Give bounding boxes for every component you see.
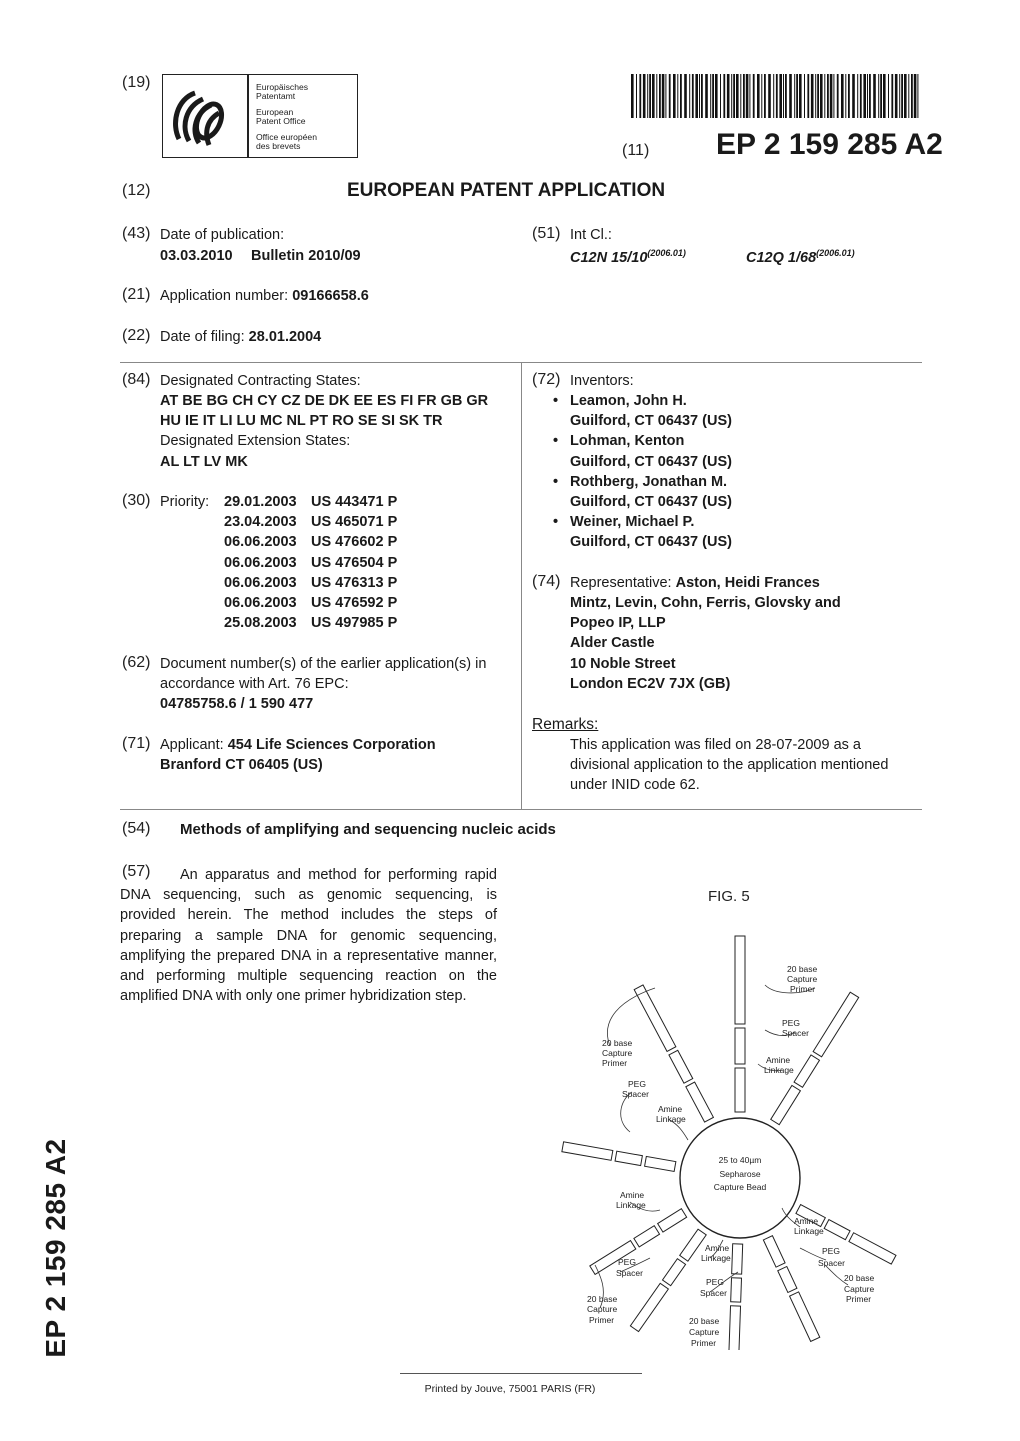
inid-11: (11): [622, 142, 650, 159]
primer-segment: [634, 985, 676, 1052]
inventor-address: Guilford, CT 06437 (US): [570, 413, 732, 430]
barcode-bar: [689, 74, 690, 118]
barcode-bar: [878, 74, 879, 118]
barcode-bar: [827, 74, 829, 118]
bead-label: Sepharose: [719, 1169, 761, 1179]
barcode-bar: [712, 74, 714, 118]
figure-label: Spacer: [622, 1089, 649, 1099]
figure-label: Linkage: [656, 1114, 686, 1124]
office-line: Patent Office: [256, 116, 306, 126]
section-divider-bottom: [120, 809, 922, 810]
barcode-bar: [705, 74, 708, 118]
barcode-bar: [845, 74, 846, 118]
primer-segment: [813, 992, 859, 1057]
epo-logo-icon: [169, 83, 241, 151]
figure-label: 20 base: [787, 964, 818, 974]
inid-43: (43): [122, 225, 151, 242]
priority-number: US 476504 P: [311, 554, 398, 571]
priority-label: Priority:: [160, 494, 210, 510]
representative-line: 10 Noble Street: [570, 655, 676, 672]
barcode-bar: [888, 74, 889, 118]
inventor-name: Lohman, Kenton: [570, 433, 685, 450]
barcode-bar: [779, 74, 782, 118]
priority-number: US 476602 P: [311, 534, 398, 551]
inid-74: (74): [532, 573, 561, 590]
figure-5: [560, 880, 920, 1350]
barcode-bar: [833, 74, 834, 118]
primer-segment: [778, 1267, 797, 1293]
barcode-bar: [662, 74, 665, 118]
invention-title: Methods of amplifying and sequencing nucleic acids: [180, 821, 556, 838]
barcode-bar: [824, 74, 825, 118]
barcode-bar: [749, 74, 750, 118]
int-cl-1: C12N $15/10^{(2006.01)}$: [570, 248, 686, 266]
figure-label: Primer: [790, 984, 816, 994]
barcode-bar: [891, 74, 893, 118]
abstract: An apparatus and method for performing rapid DNA sequencing, such as genomic sequencing, is provided herein. The method includes the steps of preparing a sample DNA for genomic sequencing, amplifying the prepared DNA in a representative manner, and performing multiple sequencing reaction on the amplified DNA with only one primer hybridization step.: [120, 867, 497, 1005]
barcode-bar: [684, 74, 687, 118]
barcode-bar: [807, 74, 809, 118]
application-number: Application number: 09166658.6: [160, 288, 369, 304]
primer-segment: [794, 1055, 819, 1087]
primer-segment: [732, 1244, 743, 1274]
barcode-bar: [736, 74, 739, 118]
primer-segment: [729, 1306, 741, 1350]
barcode-bar: [863, 74, 866, 118]
figure-label: Spacer: [700, 1288, 727, 1298]
inventor-address: Guilford, CT 06437 (US): [570, 494, 732, 510]
primer-segment: [630, 1283, 668, 1331]
barcode-bar: [753, 74, 755, 118]
figure-label: Amine: [705, 1243, 730, 1253]
figure-label: Capture: [689, 1327, 720, 1337]
barcode-bar: [841, 74, 844, 118]
barcode-bar: [776, 74, 778, 118]
figure-label: Linkage: [616, 1200, 646, 1210]
figure-label: 20 base: [689, 1316, 720, 1326]
barcode-bar: [743, 74, 745, 118]
barcode-bar: [799, 74, 802, 118]
publication-label: Date of publication:: [160, 227, 285, 243]
remark-line: under INID code 62.: [570, 777, 700, 794]
figure-label: Capture: [602, 1048, 633, 1058]
barcode-bar: [701, 74, 703, 118]
earlier-number: 04785758.6 / 1 590 477: [160, 696, 314, 712]
inid-84: (84): [122, 371, 151, 388]
bullet-icon: •: [553, 473, 559, 490]
barcode-bar: [789, 74, 792, 118]
primer-segment: [735, 1068, 745, 1112]
barcode-bar: [869, 74, 871, 118]
barcode-bar: [815, 74, 816, 118]
figure-label: Amine: [766, 1055, 791, 1065]
primer-segment: [763, 1236, 785, 1267]
primer-segment: [686, 1082, 714, 1122]
priority-date: 06.06.2003: [224, 574, 297, 591]
int-cl-2: C12Q $1/68^{(2006.01)}$: [746, 248, 855, 266]
figure-label: PEG: [822, 1246, 840, 1256]
figure-label: 20 base: [844, 1273, 875, 1283]
office-line: Europäisches: [256, 82, 309, 92]
figure-label: Linkage: [701, 1253, 731, 1263]
barcode-bar: [908, 74, 909, 118]
figure-label: Primer: [846, 1294, 872, 1304]
inventor-name: Rothberg, Jonathan M.: [570, 473, 728, 490]
barcode-bar: [746, 74, 749, 118]
barcode-bar: [817, 74, 819, 118]
epo-logo: [162, 74, 358, 158]
barcode-bar: [720, 74, 721, 118]
representative-line: Mintz, Levin, Cohn, Ferris, Glovsky and: [570, 595, 841, 611]
figure-label: 20 base: [587, 1294, 618, 1304]
barcode-bar: [692, 74, 694, 118]
priority-date: 06.06.2003: [224, 534, 297, 551]
representative-line: Popeo IP, LLP: [570, 615, 666, 632]
inid-72: (72): [532, 371, 561, 388]
inid-19: (19): [122, 74, 151, 91]
priority-date: 23.04.2003: [224, 514, 297, 531]
figure-label: Linkage: [794, 1226, 824, 1236]
extension-label: Designated Extension States:: [160, 433, 351, 449]
primer-segment: [645, 1156, 676, 1171]
primer-segment: [562, 1142, 613, 1161]
barcode-bar: [643, 74, 646, 118]
office-line: des brevets: [256, 141, 301, 151]
primer-segment: [735, 1028, 745, 1064]
priority-number: US 476313 P: [311, 574, 398, 591]
inventor-address: Guilford, CT 06437 (US): [570, 534, 732, 551]
earlier-text: accordance with Art. 76 EPC:: [160, 676, 349, 692]
priority-number: US 465071 P: [311, 514, 398, 531]
primer-segment: [662, 1259, 685, 1286]
priority-number: US 497985 P: [311, 615, 398, 632]
barcode-bar: [830, 74, 833, 118]
barcode-bar: [804, 74, 805, 118]
figure-label: Capture: [844, 1284, 875, 1294]
inventor-name: Weiner, Michael P.: [570, 514, 695, 531]
barcode-bar: [901, 74, 903, 118]
int-cl-label: Int Cl.:: [570, 227, 612, 243]
figure-label: Spacer: [818, 1258, 845, 1268]
priority-date: 29.01.2003: [224, 494, 297, 510]
priority-date: 06.06.2003: [224, 554, 297, 571]
earlier-text: Document number(s) of the earlier application(s) in: [160, 656, 487, 672]
primer-segment: [790, 1292, 820, 1342]
barcode-bar: [639, 74, 641, 118]
inid-57: (57): [122, 863, 151, 880]
priority-number: US 443471 P: [311, 494, 398, 510]
states-label: Designated Contracting States:: [160, 373, 361, 389]
primer-segment: [669, 1050, 693, 1083]
barcode-bar: [794, 74, 795, 118]
inid-22: (22): [122, 327, 151, 344]
figure-label: PEG: [782, 1018, 800, 1028]
barcode-bar: [652, 74, 655, 118]
remarks-label: Remarks:: [532, 716, 599, 733]
barcode-bar: [917, 74, 918, 118]
barcode-bar: [710, 74, 711, 118]
footer-printer: Printed by Jouve, 75001 PARIS (FR): [424, 1383, 596, 1395]
contracting-states: HU IE IT LI LU MC NL PT RO SE SI SK TR: [160, 413, 443, 429]
barcode-bar: [880, 74, 882, 118]
inid-51: (51): [532, 225, 561, 242]
barcode-bar: [820, 74, 823, 118]
column-divider: [521, 362, 522, 810]
barcode-bar: [773, 74, 774, 118]
bullet-icon: •: [553, 433, 559, 450]
figure-label: Capture: [787, 974, 818, 984]
figure-label: PEG: [628, 1079, 646, 1089]
barcode-bar: [811, 74, 814, 118]
barcode-bar: [740, 74, 741, 118]
barcode-bar: [699, 74, 700, 118]
barcode-bar: [785, 74, 787, 118]
barcode-bar: [647, 74, 648, 118]
barcode-bar: [837, 74, 839, 118]
barcode-bar: [727, 74, 730, 118]
primer-segment: [771, 1085, 801, 1124]
inid-12: (12): [122, 182, 151, 199]
barcode-bar: [680, 74, 682, 118]
figure-label: Spacer: [782, 1028, 809, 1038]
office-line: Office européen: [256, 132, 317, 142]
inid-54: (54): [122, 820, 151, 837]
footer-rule: [400, 1373, 642, 1374]
bead-label: Capture Bead: [713, 1182, 767, 1192]
barcode-bar: [860, 74, 862, 118]
bulletin: Bulletin 2010/09: [251, 248, 361, 264]
barcode-bar: [895, 74, 898, 118]
barcode-bar: [768, 74, 771, 118]
contracting-states: AT BE BG CH CY CZ DE DK EE ES FI FR GB GR: [160, 393, 489, 409]
barcode: [631, 74, 922, 118]
patent-number: EP 2 159 285 A2: [716, 128, 943, 161]
barcode-bar: [867, 74, 868, 118]
primer-segment: [658, 1209, 687, 1232]
remark-line: divisional application to the application mentioned: [570, 757, 889, 774]
barcode-bar: [911, 74, 913, 118]
priority-date: 06.06.2003: [224, 595, 297, 611]
publication-date: 03.03.2010: [160, 248, 233, 264]
bullet-icon: •: [553, 514, 559, 531]
barcode-bar: [857, 74, 858, 118]
inventor-address: Guilford, CT 06437 (US): [570, 453, 732, 470]
representative: Representative: Aston, Heidi Frances: [570, 575, 820, 591]
remark-line: This application was filed on 28-07-2009 as a: [570, 737, 861, 753]
primer-segment: [735, 936, 745, 1024]
barcode-bar: [695, 74, 698, 118]
priority-number: US 476592 P: [311, 595, 398, 611]
barcode-bar: [904, 74, 907, 118]
barcode-bar: [757, 74, 760, 118]
barcode-bar: [649, 74, 651, 118]
barcode-bar: [796, 74, 798, 118]
applicant: Applicant: 454 Life Sciences Corporation: [160, 737, 436, 753]
applicant-address: Branford CT 06405 (US): [160, 757, 323, 773]
barcode-bar: [659, 74, 661, 118]
office-line: Patentamt: [256, 91, 296, 101]
primer-segment: [634, 1226, 660, 1247]
figure-label: Primer: [691, 1338, 717, 1348]
side-patent-number: EP 2 159 285 A2: [40, 1138, 71, 1358]
extension-states: AL LT LV MK: [160, 454, 248, 470]
barcode-bar: [783, 74, 784, 118]
figure-label: PEG: [618, 1257, 636, 1267]
barcode-bar: [677, 74, 678, 118]
figure-label: Amine: [620, 1190, 645, 1200]
barcode-bar: [669, 74, 671, 118]
inventors-label: Inventors:: [570, 373, 634, 389]
figure-label: 20 base: [602, 1038, 633, 1048]
figure-label: Amine: [658, 1104, 683, 1114]
barcode-bar: [731, 74, 732, 118]
barcode-bar: [665, 74, 666, 118]
barcode-bar: [883, 74, 886, 118]
inid-62: (62): [122, 654, 151, 671]
document-type: EUROPEAN PATENT APPLICATION: [347, 180, 666, 201]
barcode-bar: [636, 74, 637, 118]
inid-71: (71): [122, 735, 151, 752]
representative-line: London EC2V 7JX (GB): [570, 675, 731, 692]
barcode-bar: [723, 74, 725, 118]
barcode-bar: [656, 74, 657, 118]
barcode-bar: [848, 74, 850, 118]
bullet-icon: •: [553, 393, 559, 409]
barcode-bar: [852, 74, 855, 118]
primer-segment: [731, 1278, 742, 1302]
inid-30: (30): [122, 492, 151, 509]
bead-label: 25 to 40µm: [718, 1155, 762, 1165]
figure-label: Capture: [587, 1304, 618, 1314]
barcode-bar: [914, 74, 917, 118]
primer-segment: [615, 1151, 642, 1165]
barcode-bar: [673, 74, 676, 118]
priority-date: 25.08.2003: [224, 615, 297, 632]
barcode-bar: [899, 74, 900, 118]
figure-label: Primer: [589, 1315, 615, 1325]
inventor-name: Leamon, John H.: [570, 393, 687, 409]
barcode-bar: [873, 74, 876, 118]
figure-label: Primer: [602, 1058, 628, 1068]
representative-line: Alder Castle: [570, 635, 655, 652]
barcode-bar: [764, 74, 766, 118]
figure-label: Amine: [794, 1216, 819, 1226]
filing-date: Date of filing: 28.01.2004: [160, 329, 322, 345]
figure-label: PEG: [706, 1277, 724, 1287]
primer-segment: [849, 1233, 896, 1264]
figure-label: Linkage: [764, 1065, 794, 1075]
logo-divider: [247, 75, 249, 157]
figure-label: Spacer: [616, 1268, 643, 1278]
office-line: European: [256, 107, 294, 117]
primer-segment: [824, 1220, 850, 1240]
figure-title: FIG. 5: [708, 888, 750, 905]
barcode-bar: [715, 74, 718, 118]
barcode-bar: [733, 74, 735, 118]
inid-21: (21): [122, 286, 151, 303]
barcode-bar: [631, 74, 634, 118]
barcode-bar: [761, 74, 762, 118]
